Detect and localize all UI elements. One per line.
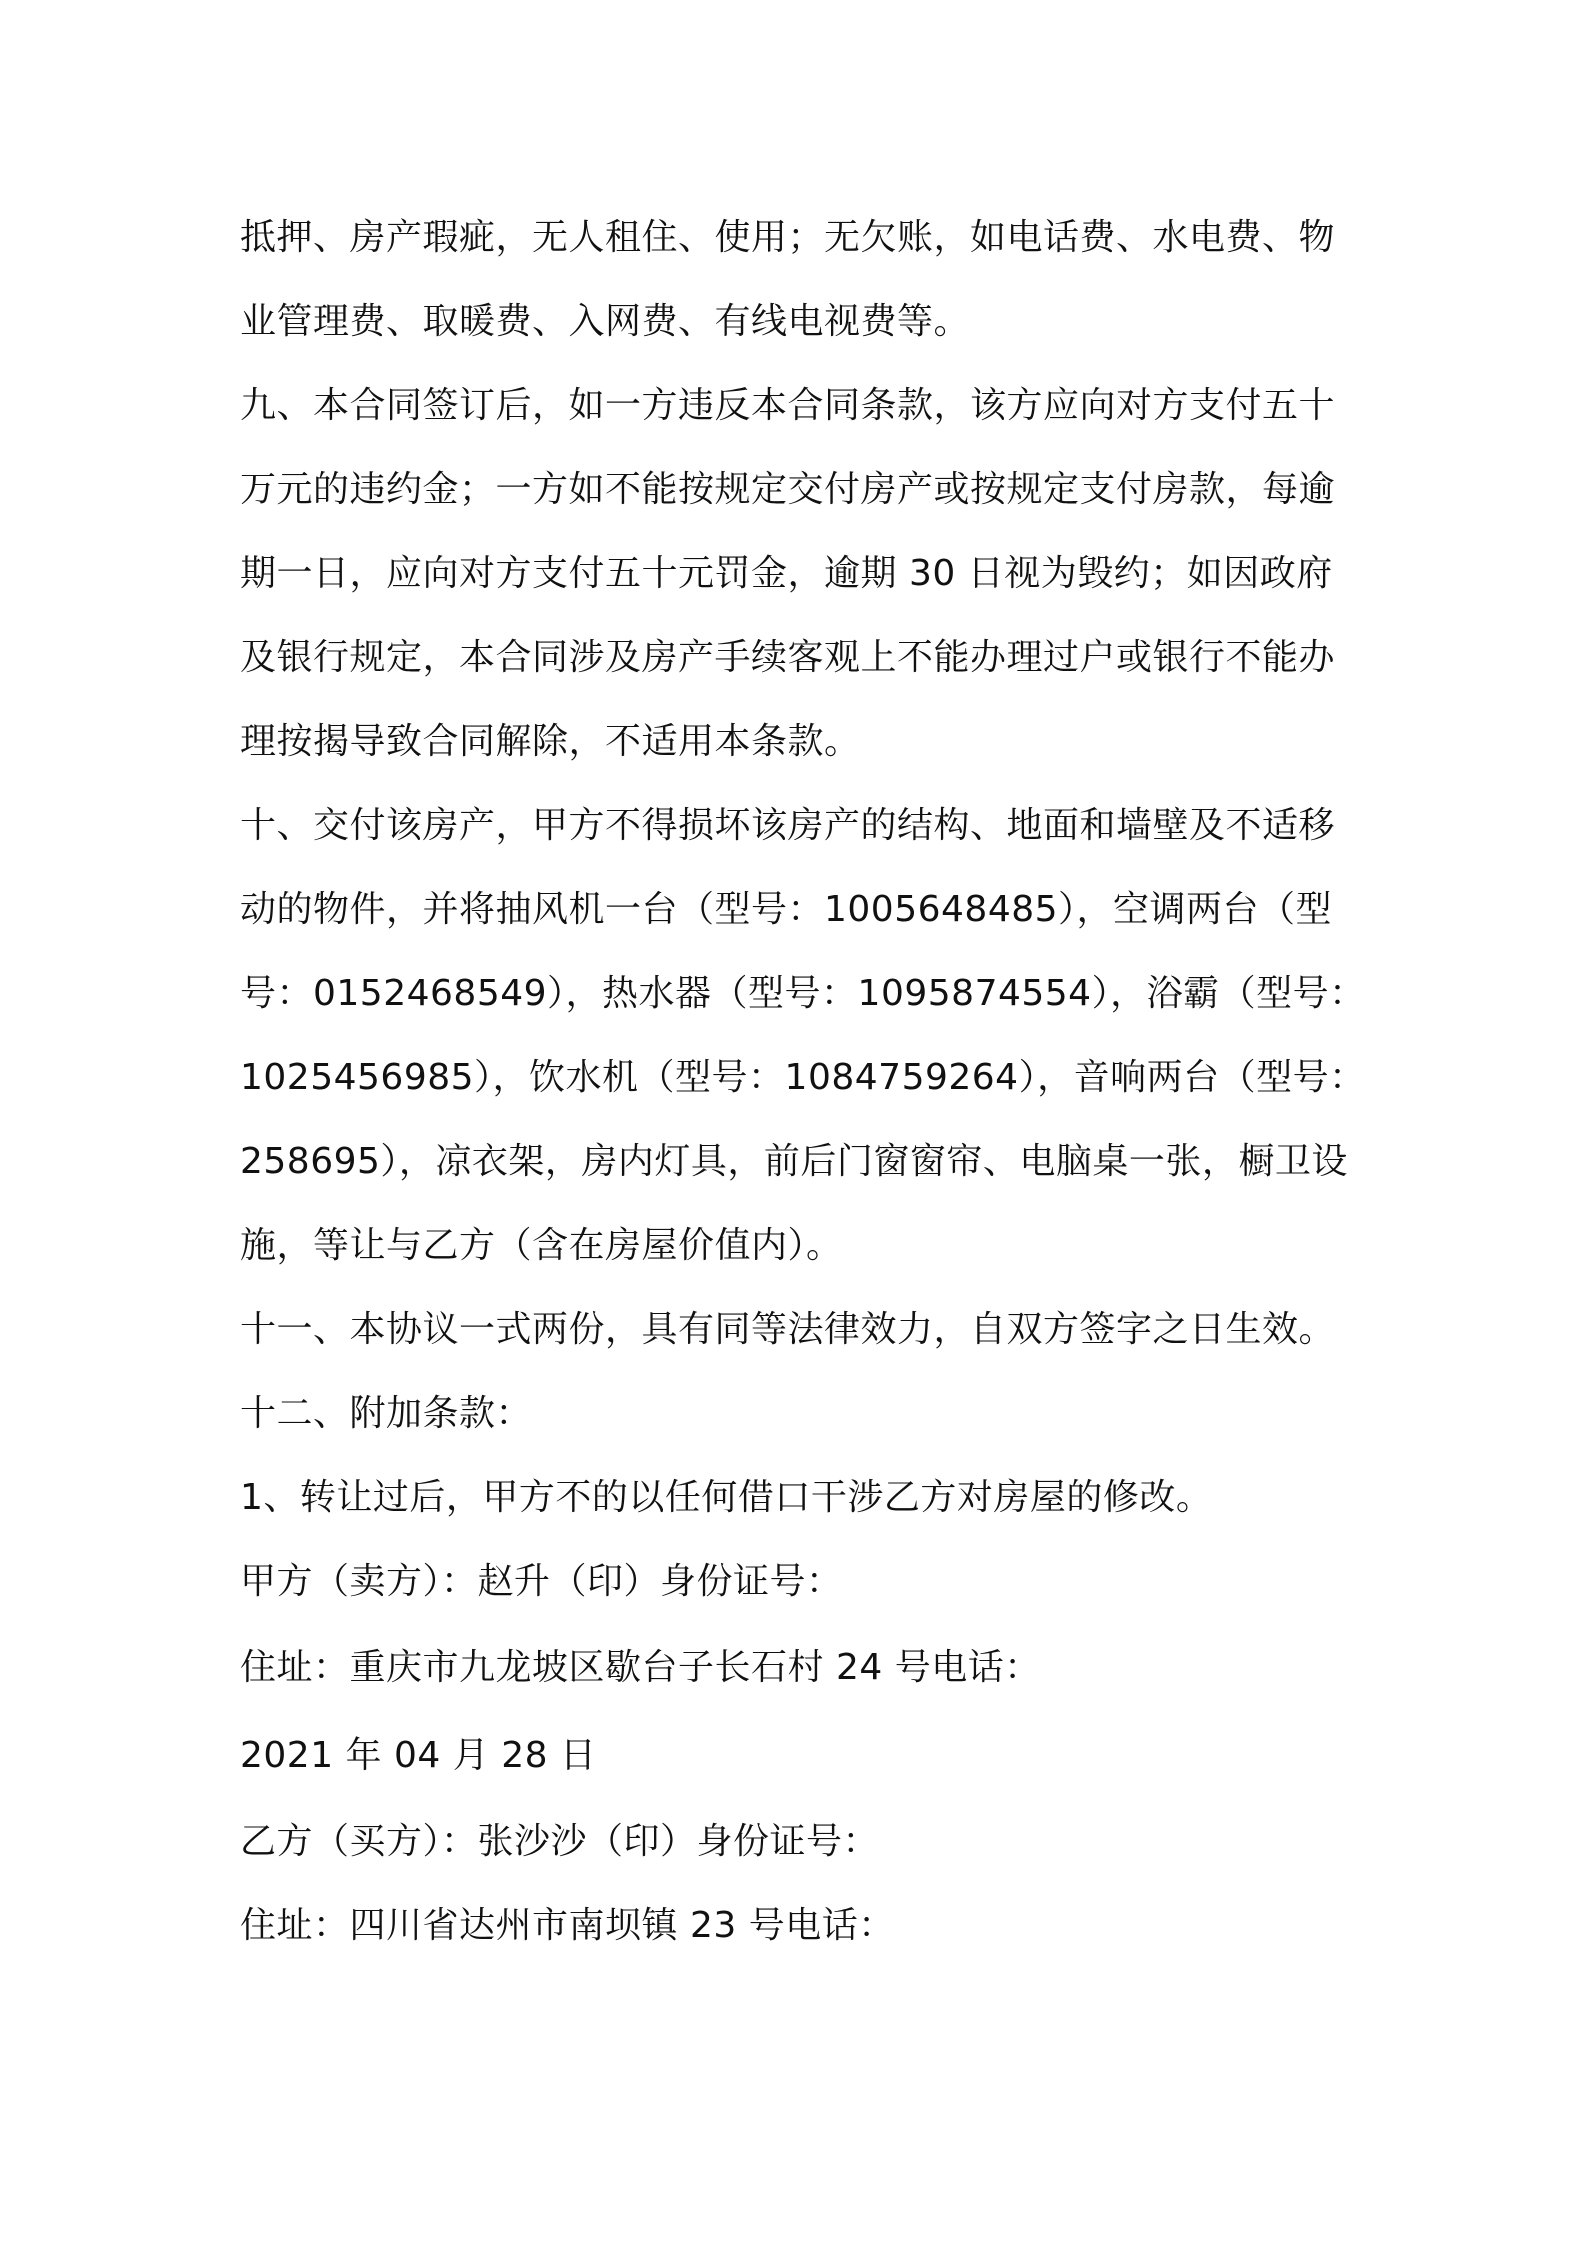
text-line: 258695），凉衣架，房内灯具，前后门窗窗帘、电脑桌一张，橱卫设 <box>240 1141 1348 1182</box>
additional-term-1: 1、转让过后，甲方不的以任何借口干涉乙方对房屋的修改。 <box>240 1477 1213 1518</box>
text-line: 期一日，应向对方支付五十元罚金，逾期 30 日视为毁约；如因政府 <box>240 553 1333 594</box>
text-line: 万元的违约金；一方如不能按规定交付房产或按规定支付房款，每逾 <box>240 469 1336 510</box>
text-line: 号：0152468549），热水器（型号：1095874554），浴霸（型号： <box>240 973 1366 1014</box>
text-line: 动的物件，并将抽风机一台（型号：1005648485），空调两台（型 <box>240 889 1333 930</box>
party-b-line: 乙方（买方）：张沙沙（印）身份证号： <box>240 1821 880 1862</box>
text-line: 施，等让与乙方（含在房屋价值内）。 <box>240 1225 843 1266</box>
text-line: 抵押、房产瑕疵，无人租住、使用；无欠账，如电话费、水电费、物 <box>240 217 1336 258</box>
document-body <box>240 196 1366 1968</box>
text-line: 及银行规定，本合同涉及房产手续客观上不能办理过户或银行不能办 <box>240 637 1336 678</box>
clause-twelve-heading: 十二、附加条款： <box>240 1393 533 1434</box>
party-a-line: 甲方（卖方）：赵升（印）身份证号： <box>240 1561 843 1602</box>
text-line: 1025456985），饮水机（型号：1084759264），音响两台（型号： <box>240 1057 1366 1098</box>
sign-date: 2021 年 04 月 28 日 <box>240 1735 597 1776</box>
clause-eleven-line: 十一、本协议一式两份，具有同等法律效力，自双方签字之日生效。 <box>240 1309 1336 1350</box>
clause-nine-line: 九、本合同签订后，如一方违反本合同条款，该方应向对方支付五十 <box>240 385 1336 426</box>
text-line: 业管理费、取暖费、入网费、有线电视费等。 <box>240 301 971 342</box>
clause-ten-line: 十、交付该房产，甲方不得损坏该房产的结构、地面和墙壁及不适移 <box>240 805 1336 846</box>
party-a-address: 住址：重庆市九龙坡区歇台子长石村 24 号电话： <box>240 1647 1041 1688</box>
party-b-address: 住址：四川省达州市南坝镇 23 号电话： <box>240 1905 895 1946</box>
text-line: 理按揭导致合同解除，不适用本条款。 <box>240 721 861 762</box>
